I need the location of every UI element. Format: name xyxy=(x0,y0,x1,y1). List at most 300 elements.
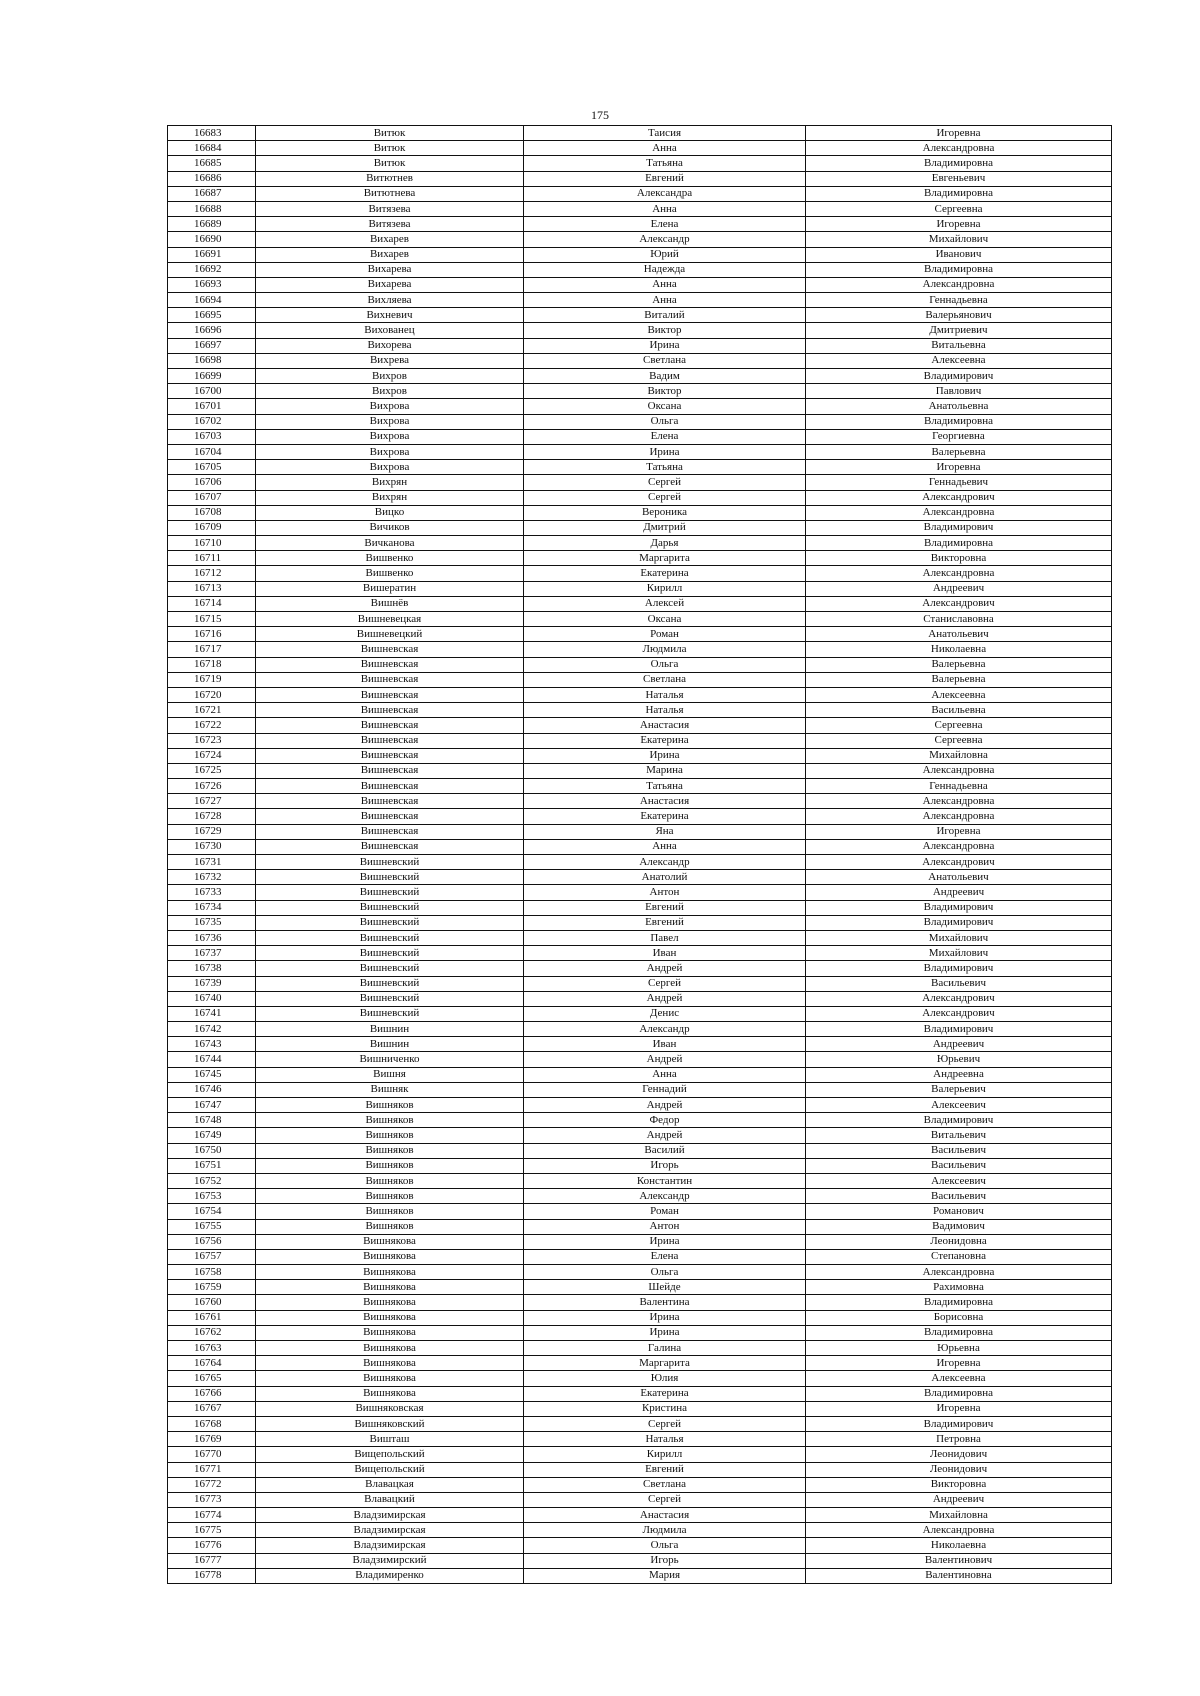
table-row xyxy=(168,384,1112,399)
table-row xyxy=(168,1356,1112,1371)
surname-cell: Вишня xyxy=(256,1067,524,1082)
record-number-cell: 16751 xyxy=(168,1158,256,1173)
surname-cell: Вишнякова xyxy=(256,1371,524,1386)
surname-cell: Вихров xyxy=(256,369,524,384)
first-name-cell: Анна xyxy=(524,201,806,216)
surname-cell: Вихрова xyxy=(256,414,524,429)
patronymic-cell: Игоревна xyxy=(806,126,1112,141)
table-row xyxy=(168,1325,1112,1340)
patronymic-cell: Петровна xyxy=(806,1432,1112,1447)
surname-cell: Вишневский xyxy=(256,915,524,930)
first-name-cell: Ирина xyxy=(524,338,806,353)
patronymic-cell: Романович xyxy=(806,1204,1112,1219)
table-row xyxy=(168,232,1112,247)
surname-cell: Вихрян xyxy=(256,475,524,490)
first-name-cell: Елена xyxy=(524,1249,806,1264)
patronymic-cell: Викторовна xyxy=(806,551,1112,566)
patronymic-cell: Васильевич xyxy=(806,1143,1112,1158)
table-row xyxy=(168,1265,1112,1280)
surname-cell: Вишневский xyxy=(256,976,524,991)
patronymic-cell: Дмитриевич xyxy=(806,323,1112,338)
surname-cell: Вишташ xyxy=(256,1432,524,1447)
surname-cell: Вишняк xyxy=(256,1082,524,1097)
first-name-cell: Оксана xyxy=(524,612,806,627)
surname-cell: Вишняков xyxy=(256,1189,524,1204)
table-row xyxy=(168,429,1112,444)
record-number-cell: 16753 xyxy=(168,1189,256,1204)
table-row xyxy=(168,596,1112,611)
surname-cell: Витюк xyxy=(256,156,524,171)
record-number-cell: 16720 xyxy=(168,687,256,702)
record-number-cell: 16771 xyxy=(168,1462,256,1477)
table-row xyxy=(168,900,1112,915)
record-number-cell: 16759 xyxy=(168,1280,256,1295)
patronymic-cell: Игоревна xyxy=(806,460,1112,475)
table-row xyxy=(168,718,1112,733)
patronymic-cell: Юрьевна xyxy=(806,1341,1112,1356)
table-row xyxy=(168,961,1112,976)
surname-cell: Вишневский xyxy=(256,930,524,945)
patronymic-cell: Игоревна xyxy=(806,1401,1112,1416)
patronymic-cell: Витальевна xyxy=(806,338,1112,353)
record-number-cell: 16777 xyxy=(168,1553,256,1568)
patronymic-cell: Алексеевна xyxy=(806,353,1112,368)
surname-cell: Влавацкий xyxy=(256,1492,524,1507)
patronymic-cell: Александровна xyxy=(806,809,1112,824)
table-row xyxy=(168,308,1112,323)
patronymic-cell: Александровна xyxy=(806,794,1112,809)
surname-cell: Вишнякова xyxy=(256,1341,524,1356)
record-number-cell: 16716 xyxy=(168,627,256,642)
table-row xyxy=(168,1249,1112,1264)
record-number-cell: 16756 xyxy=(168,1234,256,1249)
patronymic-cell: Александрович xyxy=(806,490,1112,505)
record-number-cell: 16734 xyxy=(168,900,256,915)
record-number-cell: 16714 xyxy=(168,596,256,611)
first-name-cell: Анатолий xyxy=(524,870,806,885)
surname-cell: Вишняков xyxy=(256,1173,524,1188)
first-name-cell: Галина xyxy=(524,1341,806,1356)
surname-cell: Витютнев xyxy=(256,171,524,186)
record-number-cell: 16768 xyxy=(168,1416,256,1431)
record-number-cell: 16763 xyxy=(168,1341,256,1356)
table-row xyxy=(168,855,1112,870)
patronymic-cell: Владимировна xyxy=(806,414,1112,429)
table-row xyxy=(168,1295,1112,1310)
surname-cell: Вихневич xyxy=(256,308,524,323)
table-row xyxy=(168,1371,1112,1386)
record-number-cell: 16736 xyxy=(168,930,256,945)
first-name-cell: Светлана xyxy=(524,672,806,687)
first-name-cell: Наталья xyxy=(524,1432,806,1447)
record-number-cell: 16715 xyxy=(168,612,256,627)
surname-cell: Вихарева xyxy=(256,277,524,292)
table-row xyxy=(168,1234,1112,1249)
register-body xyxy=(168,126,1112,1584)
record-number-cell: 16739 xyxy=(168,976,256,991)
first-name-cell: Андрей xyxy=(524,1052,806,1067)
first-name-cell: Анастасия xyxy=(524,794,806,809)
record-number-cell: 16705 xyxy=(168,460,256,475)
surname-cell: Вишневский xyxy=(256,1006,524,1021)
record-number-cell: 16723 xyxy=(168,733,256,748)
patronymic-cell: Андреевич xyxy=(806,1037,1112,1052)
record-number-cell: 16684 xyxy=(168,141,256,156)
record-number-cell: 16774 xyxy=(168,1508,256,1523)
table-row xyxy=(168,1310,1112,1325)
first-name-cell: Дарья xyxy=(524,536,806,551)
record-number-cell: 16735 xyxy=(168,915,256,930)
patronymic-cell: Геннадьевич xyxy=(806,475,1112,490)
first-name-cell: Андрей xyxy=(524,1128,806,1143)
record-number-cell: 16746 xyxy=(168,1082,256,1097)
record-number-cell: 16692 xyxy=(168,262,256,277)
record-number-cell: 16737 xyxy=(168,946,256,961)
table-row xyxy=(168,1462,1112,1477)
record-number-cell: 16738 xyxy=(168,961,256,976)
record-number-cell: 16710 xyxy=(168,536,256,551)
first-name-cell: Александр xyxy=(524,1189,806,1204)
register-table xyxy=(167,125,1112,1584)
surname-cell: Вишнякова xyxy=(256,1310,524,1325)
surname-cell: Вишняков xyxy=(256,1128,524,1143)
table-row xyxy=(168,1447,1112,1462)
surname-cell: Вишневская xyxy=(256,824,524,839)
patronymic-cell: Евгеньевич xyxy=(806,171,1112,186)
first-name-cell: Елена xyxy=(524,429,806,444)
table-row xyxy=(168,414,1112,429)
surname-cell: Вихарев xyxy=(256,232,524,247)
patronymic-cell: Алексеевич xyxy=(806,1098,1112,1113)
surname-cell: Вишневский xyxy=(256,885,524,900)
patronymic-cell: Васильевич xyxy=(806,1158,1112,1173)
record-number-cell: 16711 xyxy=(168,551,256,566)
table-row xyxy=(168,505,1112,520)
patronymic-cell: Владимирович xyxy=(806,961,1112,976)
record-number-cell: 16767 xyxy=(168,1401,256,1416)
record-number-cell: 16702 xyxy=(168,414,256,429)
table-row xyxy=(168,612,1112,627)
surname-cell: Вихованец xyxy=(256,323,524,338)
record-number-cell: 16695 xyxy=(168,308,256,323)
surname-cell: Вишняков xyxy=(256,1098,524,1113)
patronymic-cell: Валентиновна xyxy=(806,1568,1112,1583)
surname-cell: Вихорева xyxy=(256,338,524,353)
record-number-cell: 16712 xyxy=(168,566,256,581)
table-row xyxy=(168,1082,1112,1097)
patronymic-cell: Андреевич xyxy=(806,1492,1112,1507)
surname-cell: Вишнякова xyxy=(256,1249,524,1264)
surname-cell: Вишератин xyxy=(256,581,524,596)
record-number-cell: 16760 xyxy=(168,1295,256,1310)
surname-cell: Вишнин xyxy=(256,1022,524,1037)
record-number-cell: 16725 xyxy=(168,763,256,778)
patronymic-cell: Игоревна xyxy=(806,824,1112,839)
surname-cell: Витюк xyxy=(256,141,524,156)
table-row xyxy=(168,581,1112,596)
table-row xyxy=(168,1158,1112,1173)
patronymic-cell: Васильевна xyxy=(806,703,1112,718)
record-number-cell: 16707 xyxy=(168,490,256,505)
first-name-cell: Ольга xyxy=(524,657,806,672)
first-name-cell: Светлана xyxy=(524,1477,806,1492)
table-row xyxy=(168,657,1112,672)
record-number-cell: 16706 xyxy=(168,475,256,490)
first-name-cell: Марина xyxy=(524,763,806,778)
table-row xyxy=(168,1189,1112,1204)
first-name-cell: Евгений xyxy=(524,915,806,930)
table-row xyxy=(168,794,1112,809)
patronymic-cell: Михайлович xyxy=(806,946,1112,961)
surname-cell: Вишнякова xyxy=(256,1386,524,1401)
surname-cell: Вишневская xyxy=(256,794,524,809)
table-row xyxy=(168,201,1112,216)
first-name-cell: Ирина xyxy=(524,444,806,459)
record-number-cell: 16719 xyxy=(168,672,256,687)
surname-cell: Вихрева xyxy=(256,353,524,368)
record-number-cell: 16685 xyxy=(168,156,256,171)
record-number-cell: 16687 xyxy=(168,186,256,201)
first-name-cell: Ольга xyxy=(524,414,806,429)
surname-cell: Вищепольский xyxy=(256,1447,524,1462)
first-name-cell: Юлия xyxy=(524,1371,806,1386)
table-row xyxy=(168,870,1112,885)
table-row xyxy=(168,520,1112,535)
record-number-cell: 16722 xyxy=(168,718,256,733)
table-row xyxy=(168,991,1112,1006)
record-number-cell: 16770 xyxy=(168,1447,256,1462)
first-name-cell: Иван xyxy=(524,946,806,961)
table-row xyxy=(168,946,1112,961)
table-row xyxy=(168,1341,1112,1356)
surname-cell: Вишнякова xyxy=(256,1295,524,1310)
first-name-cell: Антон xyxy=(524,1219,806,1234)
first-name-cell: Елена xyxy=(524,217,806,232)
patronymic-cell: Александровна xyxy=(806,839,1112,854)
table-row xyxy=(168,1128,1112,1143)
first-name-cell: Оксана xyxy=(524,399,806,414)
first-name-cell: Яна xyxy=(524,824,806,839)
first-name-cell: Виталий xyxy=(524,308,806,323)
table-row xyxy=(168,1052,1112,1067)
patronymic-cell: Александровна xyxy=(806,505,1112,520)
record-number-cell: 16697 xyxy=(168,338,256,353)
first-name-cell: Павел xyxy=(524,930,806,945)
table-row xyxy=(168,1173,1112,1188)
first-name-cell: Василий xyxy=(524,1143,806,1158)
surname-cell: Влавацкая xyxy=(256,1477,524,1492)
surname-cell: Вишняков xyxy=(256,1219,524,1234)
surname-cell: Вишневский xyxy=(256,855,524,870)
table-row xyxy=(168,1538,1112,1553)
patronymic-cell: Владимирович xyxy=(806,900,1112,915)
surname-cell: Владзимирская xyxy=(256,1508,524,1523)
first-name-cell: Екатерина xyxy=(524,809,806,824)
surname-cell: Вишневский xyxy=(256,961,524,976)
patronymic-cell: Валентинович xyxy=(806,1553,1112,1568)
table-row xyxy=(168,1432,1112,1447)
patronymic-cell: Владимирович xyxy=(806,1416,1112,1431)
first-name-cell: Роман xyxy=(524,627,806,642)
record-number-cell: 16745 xyxy=(168,1067,256,1082)
first-name-cell: Кристина xyxy=(524,1401,806,1416)
surname-cell: Витютнева xyxy=(256,186,524,201)
table-row xyxy=(168,733,1112,748)
first-name-cell: Дмитрий xyxy=(524,520,806,535)
patronymic-cell: Анатольевич xyxy=(806,870,1112,885)
table-row xyxy=(168,1219,1112,1234)
first-name-cell: Ольга xyxy=(524,1265,806,1280)
record-number-cell: 16749 xyxy=(168,1128,256,1143)
table-row xyxy=(168,885,1112,900)
record-number-cell: 16778 xyxy=(168,1568,256,1583)
patronymic-cell: Сергеевна xyxy=(806,733,1112,748)
patronymic-cell: Владимировна xyxy=(806,1325,1112,1340)
patronymic-cell: Андреевич xyxy=(806,581,1112,596)
first-name-cell: Федор xyxy=(524,1113,806,1128)
first-name-cell: Валентина xyxy=(524,1295,806,1310)
surname-cell: Вихрова xyxy=(256,429,524,444)
record-number-cell: 16689 xyxy=(168,217,256,232)
surname-cell: Вишневская xyxy=(256,809,524,824)
record-number-cell: 16709 xyxy=(168,520,256,535)
surname-cell: Вишневский xyxy=(256,870,524,885)
record-number-cell: 16688 xyxy=(168,201,256,216)
patronymic-cell: Леонидович xyxy=(806,1462,1112,1477)
table-row xyxy=(168,1401,1112,1416)
table-row xyxy=(168,171,1112,186)
record-number-cell: 16694 xyxy=(168,293,256,308)
first-name-cell: Татьяна xyxy=(524,460,806,475)
patronymic-cell: Владимирович xyxy=(806,369,1112,384)
first-name-cell: Ирина xyxy=(524,1234,806,1249)
patronymic-cell: Михайлович xyxy=(806,930,1112,945)
patronymic-cell: Леонидович xyxy=(806,1447,1112,1462)
patronymic-cell: Михайловна xyxy=(806,748,1112,763)
patronymic-cell: Александрович xyxy=(806,1006,1112,1021)
record-number-cell: 16740 xyxy=(168,991,256,1006)
first-name-cell: Анна xyxy=(524,1067,806,1082)
table-row xyxy=(168,1492,1112,1507)
first-name-cell: Маргарита xyxy=(524,1356,806,1371)
surname-cell: Вишнякова xyxy=(256,1234,524,1249)
table-row xyxy=(168,915,1112,930)
surname-cell: Вишневская xyxy=(256,703,524,718)
surname-cell: Вишвенко xyxy=(256,566,524,581)
table-row xyxy=(168,1568,1112,1583)
first-name-cell: Александр xyxy=(524,1022,806,1037)
first-name-cell: Андрей xyxy=(524,1098,806,1113)
table-row xyxy=(168,399,1112,414)
table-row xyxy=(168,779,1112,794)
surname-cell: Вихарева xyxy=(256,262,524,277)
record-number-cell: 16772 xyxy=(168,1477,256,1492)
patronymic-cell: Андреевич xyxy=(806,885,1112,900)
surname-cell: Вишняков xyxy=(256,1143,524,1158)
record-number-cell: 16683 xyxy=(168,126,256,141)
first-name-cell: Сергей xyxy=(524,1492,806,1507)
record-number-cell: 16700 xyxy=(168,384,256,399)
patronymic-cell: Васильевич xyxy=(806,976,1112,991)
patronymic-cell: Михайловна xyxy=(806,1508,1112,1523)
table-row xyxy=(168,1386,1112,1401)
table-row xyxy=(168,1006,1112,1021)
record-number-cell: 16690 xyxy=(168,232,256,247)
first-name-cell: Игорь xyxy=(524,1553,806,1568)
table-row xyxy=(168,672,1112,687)
first-name-cell: Людмила xyxy=(524,1523,806,1538)
table-row xyxy=(168,1523,1112,1538)
first-name-cell: Анастасия xyxy=(524,1508,806,1523)
surname-cell: Вишнякова xyxy=(256,1280,524,1295)
surname-cell: Вишневский xyxy=(256,991,524,1006)
record-number-cell: 16742 xyxy=(168,1022,256,1037)
patronymic-cell: Сергеевна xyxy=(806,201,1112,216)
first-name-cell: Алексей xyxy=(524,596,806,611)
first-name-cell: Сергей xyxy=(524,976,806,991)
first-name-cell: Антон xyxy=(524,885,806,900)
first-name-cell: Татьяна xyxy=(524,779,806,794)
record-number-cell: 16744 xyxy=(168,1052,256,1067)
first-name-cell: Андрей xyxy=(524,991,806,1006)
table-row xyxy=(168,262,1112,277)
patronymic-cell: Иванович xyxy=(806,247,1112,262)
table-row xyxy=(168,1553,1112,1568)
patronymic-cell: Александровна xyxy=(806,1265,1112,1280)
table-row xyxy=(168,186,1112,201)
table-row xyxy=(168,824,1112,839)
surname-cell: Вишнёв xyxy=(256,596,524,611)
first-name-cell: Роман xyxy=(524,1204,806,1219)
record-number-cell: 16764 xyxy=(168,1356,256,1371)
first-name-cell: Сергей xyxy=(524,475,806,490)
record-number-cell: 16754 xyxy=(168,1204,256,1219)
surname-cell: Владзимирский xyxy=(256,1553,524,1568)
first-name-cell: Вадим xyxy=(524,369,806,384)
record-number-cell: 16718 xyxy=(168,657,256,672)
patronymic-cell: Вадимович xyxy=(806,1219,1112,1234)
patronymic-cell: Владимировна xyxy=(806,1295,1112,1310)
surname-cell: Вишнякова xyxy=(256,1356,524,1371)
record-number-cell: 16776 xyxy=(168,1538,256,1553)
record-number-cell: 16758 xyxy=(168,1265,256,1280)
first-name-cell: Таисия xyxy=(524,126,806,141)
first-name-cell: Анастасия xyxy=(524,718,806,733)
record-number-cell: 16726 xyxy=(168,779,256,794)
record-number-cell: 16693 xyxy=(168,277,256,292)
table-row xyxy=(168,627,1112,642)
patronymic-cell: Валерьевна xyxy=(806,657,1112,672)
table-row xyxy=(168,217,1112,232)
surname-cell: Вишнин xyxy=(256,1037,524,1052)
surname-cell: Вишняковская xyxy=(256,1401,524,1416)
surname-cell: Вихрова xyxy=(256,444,524,459)
table-row xyxy=(168,141,1112,156)
patronymic-cell: Владимирович xyxy=(806,1022,1112,1037)
patronymic-cell: Алексеевна xyxy=(806,687,1112,702)
first-name-cell: Маргарита xyxy=(524,551,806,566)
record-number-cell: 16696 xyxy=(168,323,256,338)
first-name-cell: Евгений xyxy=(524,171,806,186)
first-name-cell: Шейде xyxy=(524,1280,806,1295)
surname-cell: Вишневская xyxy=(256,718,524,733)
patronymic-cell: Павлович xyxy=(806,384,1112,399)
record-number-cell: 16747 xyxy=(168,1098,256,1113)
first-name-cell: Кирилл xyxy=(524,581,806,596)
surname-cell: Владзимирская xyxy=(256,1538,524,1553)
record-number-cell: 16761 xyxy=(168,1310,256,1325)
patronymic-cell: Владимирович xyxy=(806,1113,1112,1128)
